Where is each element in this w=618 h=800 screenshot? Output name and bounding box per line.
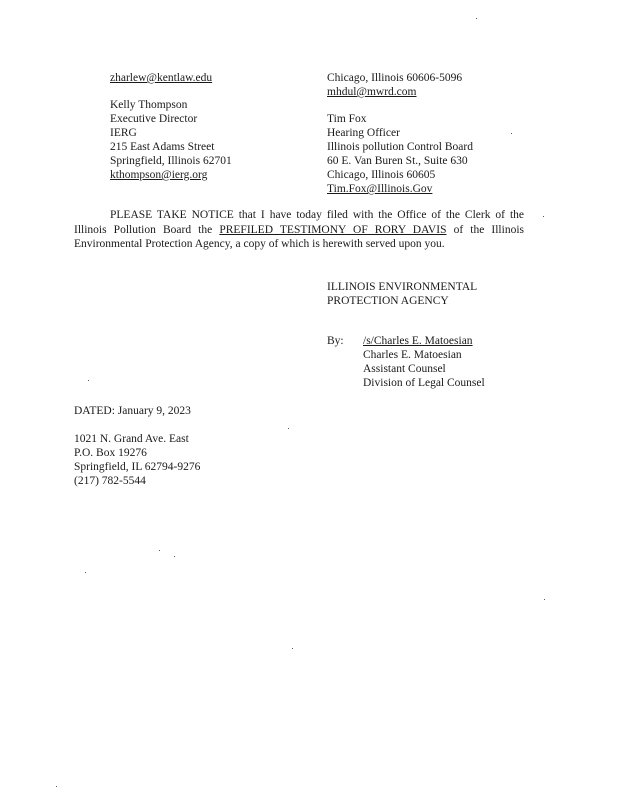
address-city: Springfield, IL 62794-9276: [74, 461, 201, 473]
by-label: By:: [327, 335, 344, 347]
hearing-officer-city: Chicago, Illinois 60605: [327, 169, 436, 181]
hearing-officer-street: 60 E. Van Buren St., Suite 630: [327, 155, 468, 167]
dated-line: DATED: January 9, 2023: [74, 405, 191, 417]
hearing-officer-name: Tim Fox: [327, 113, 367, 125]
address-po-box: P.O. Box 19276: [74, 447, 147, 459]
email-top-right: mhdul@mwrd.com: [327, 86, 417, 98]
agency-name: [327, 280, 477, 308]
hearing-officer-org: Illinois pollution Control Board: [327, 141, 473, 153]
scan-speck: [543, 216, 544, 217]
electronic-signature: /s/Charles E. Matoesian: [363, 335, 473, 347]
return-address: [74, 432, 200, 488]
recipient-org: IERG: [110, 127, 137, 139]
service-list-right: [327, 71, 473, 196]
scan-speck: [292, 648, 293, 649]
recipient-name: Kelly Thompson: [110, 99, 188, 111]
signer-name: Charles E. Matoesian: [363, 349, 462, 361]
city-top-right: Chicago, Illinois 60606-5096: [327, 72, 463, 84]
notice-paragraph: [74, 208, 524, 252]
scan-speck: [288, 428, 289, 429]
scan-speck: [511, 133, 512, 134]
scan-speck: [88, 380, 89, 381]
scan-speck: [85, 572, 86, 573]
notice-text-part1: PLEASE TAKE NOTICE that I have today filed with the Office of the Clerk of the Illinois Pollution Board the: [74, 209, 524, 236]
signer-division: Division of Legal Counsel: [363, 377, 485, 389]
signer-title: Assistant Counsel: [363, 363, 446, 375]
scan-speck: [476, 18, 477, 19]
scan-speck: [174, 556, 175, 557]
hearing-officer-email: Tim.Fox@Illinois.Gov: [327, 183, 433, 195]
email-top-left: zharlew@kentlaw.edu: [110, 72, 213, 84]
recipient-email: kthompson@ierg.org: [110, 169, 208, 181]
notice-testimony-title: PREFILED TESTIMONY OF RORY DAVIS: [219, 223, 447, 236]
address-street: 1021 N. Grand Ave. East: [74, 433, 189, 445]
hearing-officer-title: Hearing Officer: [327, 127, 400, 139]
scan-speck: [544, 599, 545, 600]
recipient-title: Executive Director: [110, 113, 198, 125]
notice-text-part2: of the Illinois Environmental Protection Agency, a copy of which is herewith served upon you.: [74, 223, 524, 250]
scan-speck: [56, 786, 57, 787]
recipient-street: 215 East Adams Street: [110, 141, 215, 153]
address-phone: (217) 782-5544: [74, 475, 146, 487]
agency-line-2: PROTECTION AGENCY: [327, 295, 449, 307]
agency-line-1: ILLINOIS ENVIRONMENTAL: [327, 281, 478, 293]
scan-speck: [159, 550, 160, 551]
recipient-city: Springfield, Illinois 62701: [110, 155, 232, 167]
service-list-left: [110, 71, 232, 182]
